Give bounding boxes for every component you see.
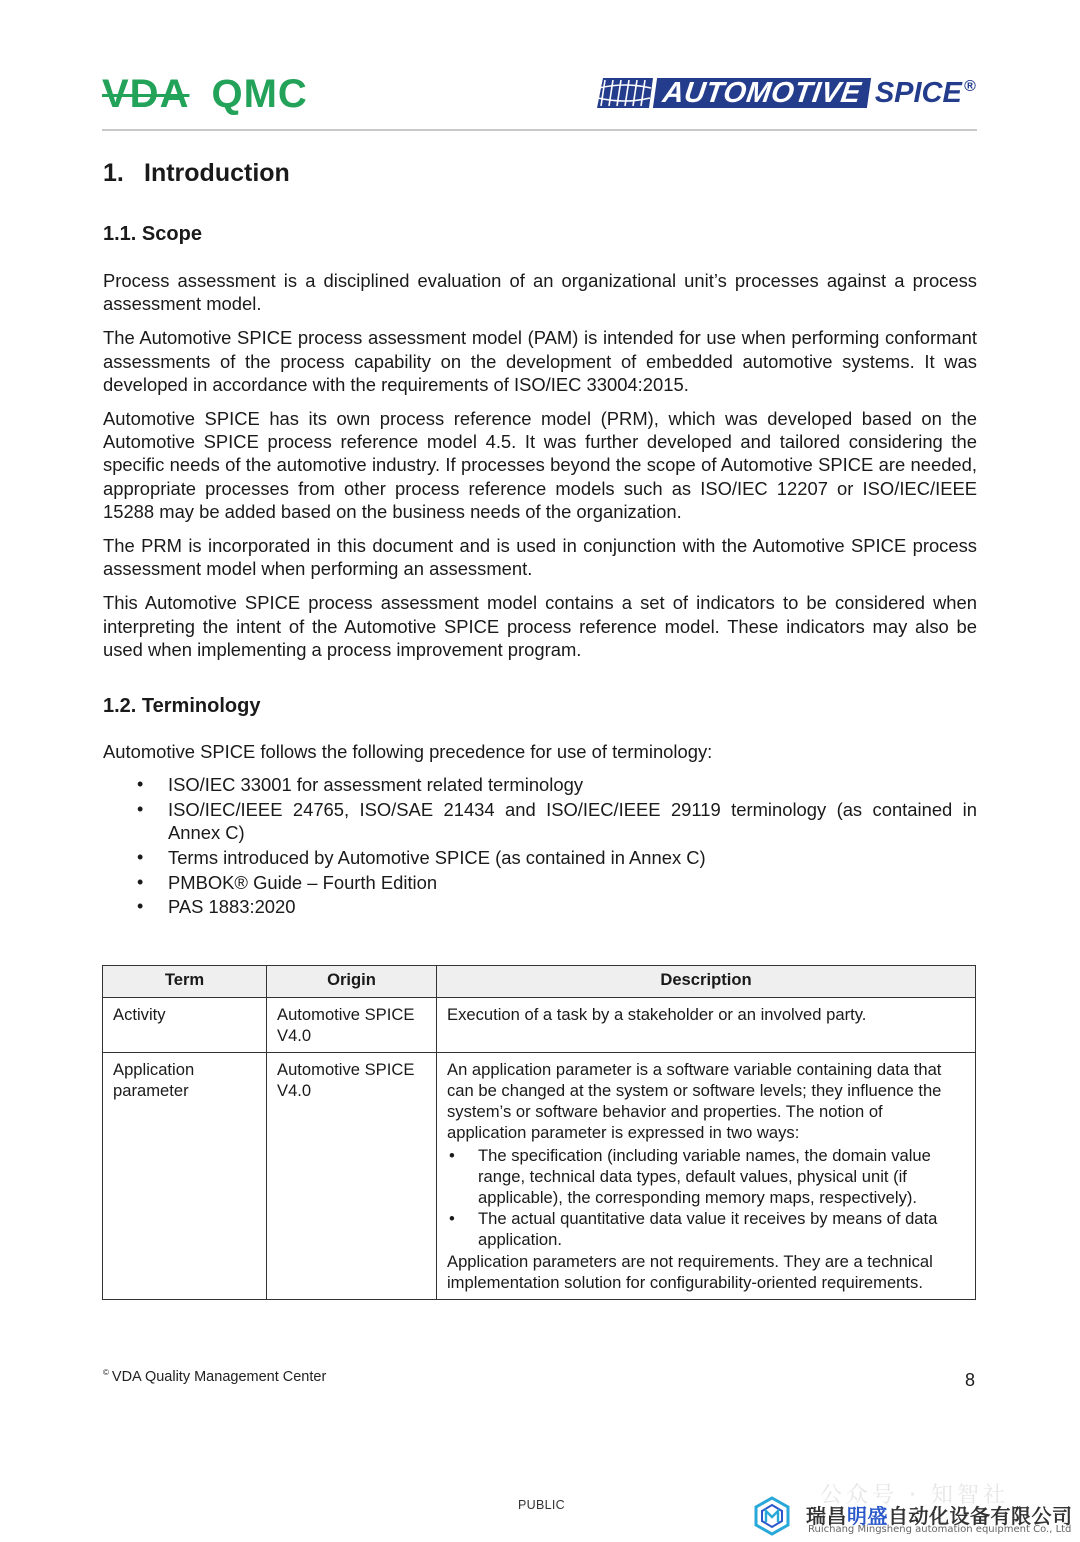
section-title-text: Introduction (144, 159, 290, 187)
spice-word-text: SPICE (874, 76, 962, 109)
header-divider (102, 129, 977, 131)
table-row (103, 1053, 976, 1300)
section-number: 1. (103, 159, 124, 187)
vda-qmc-logo (102, 72, 308, 117)
hexagon-logo-icon (752, 1496, 792, 1536)
faint-watermark-text: 公众号 · 知智社 (820, 1483, 1009, 1508)
company-cn-highlight: 明盛 (847, 1504, 888, 1528)
term-cell: Activity (103, 998, 267, 1053)
description-text: An application parameter is a software variable containing data that can be changed at the system or software levels; they influence the system’s or software behavior and properties. The notion of application parameter is expressed in two ways: (447, 1060, 942, 1142)
column-header-origin: Origin (267, 966, 437, 998)
column-header-description: Description (437, 966, 976, 998)
document-body (103, 150, 977, 920)
registered-mark: ® (963, 77, 976, 95)
term-cell: Application parameter (103, 1053, 267, 1300)
column-header-term: Term (103, 966, 267, 998)
list-item: • ISO/IEC/IEEE 24765, ISO/SAE 21434 and ISO/IEC/IEEE 29119 terminology (as contained in Annex C) (103, 798, 977, 844)
terminology-list (103, 773, 977, 918)
copyright-notice (103, 1368, 326, 1385)
list-item: • ISO/IEC 33001 for assessment related terminology (103, 773, 977, 796)
classification-label: PUBLIC (518, 1498, 565, 1512)
list-item: • The actual quantitative data value it receives by means of data application. (447, 1208, 966, 1250)
section-title (103, 159, 977, 188)
scope-paragraph: Process assessment is a disciplined evaluation of an organizational unit’s processes against a process assessment model. (103, 270, 977, 315)
origin-cell: Automotive SPICE V4.0 (267, 1053, 437, 1300)
table-row (103, 998, 976, 1053)
scope-heading: 1.1. Scope (103, 223, 202, 245)
terminology-table (102, 965, 976, 1300)
list-item: • Terms introduced by Automotive SPICE (as contained in Annex C) (103, 846, 977, 869)
description-cell (437, 1053, 976, 1300)
page-header (0, 0, 1080, 140)
company-cn-prefix: 瑞昌 (806, 1504, 847, 1528)
company-name-en: Ruichang Mingsheng automation equipment Co., Ltd (808, 1524, 1072, 1535)
scope-paragraph: This Automotive SPICE process assessment model contains a set of indicators to be considered when interpreting the intent of the Automotive SPICE process reference model. These indicators may also be used when implementing a process improvement program. (103, 592, 977, 660)
copyright-symbol: © (103, 1368, 109, 1377)
table-header-row (103, 966, 976, 998)
page-number: 8 (965, 1370, 976, 1390)
description-text-end: Application parameters are not requirements. They are a technical implementation solution for configurability-oriented requirements. (447, 1252, 933, 1292)
list-item: • The specification (including variable names, the domain value range, technical data types, default values, physical unit (if applicable), the corresponding memory maps, respectively). (447, 1145, 966, 1208)
description-cell: Execution of a task by a stakeholder or an involved party. (437, 998, 976, 1053)
vda-logo-text: VDA (102, 72, 190, 116)
description-bullets (447, 1145, 966, 1250)
company-cn-suffix: 自动化设备有限公司 (888, 1504, 1073, 1528)
list-item: • PAS 1883:2020 (103, 895, 977, 918)
qmc-logo-text: QMC (211, 72, 308, 116)
spice-logo-band: AUTOMOTIVE (653, 78, 871, 108)
terminology-heading: 1.2. Terminology (103, 695, 261, 718)
origin-cell: Automotive SPICE V4.0 (267, 998, 437, 1053)
scope-paragraph: The Automotive SPICE process assessment model (PAM) is intended for use when performing conformant assessments of the process capability on the development of embedded automotive systems. It was developed in accordance with the requirements of ISO/IEC 33004:2015. (103, 327, 977, 395)
terminology-intro: Automotive SPICE follows the following precedence for use of terminology: (103, 741, 713, 763)
spice-logo-word (875, 77, 976, 110)
list-item: • PMBOK® Guide – Fourth Edition (103, 871, 977, 894)
scope-paragraph: Automotive SPICE has its own process reference model (PRM), which was developed based on the Automotive SPICE process reference model 4.5. It was further developed and tailored considering the specific needs of the automotive industry. If processes beyond the scope of Automotive SPICE are needed, appropriate processes from other process reference models such as ISO/IEC 12207 or ISO/IEC/IEEE 15288 may be added based on the business needs of the organization. (103, 408, 977, 522)
scope-paragraph: The PRM is incorporated in this document and is used in conjunction with the Automotive SPICE process assessment model when performing an assessment. (103, 535, 977, 580)
automotive-spice-logo (595, 76, 977, 110)
globe-stripes-icon (595, 76, 655, 110)
copyright-text: VDA Quality Management Center (111, 1368, 327, 1385)
